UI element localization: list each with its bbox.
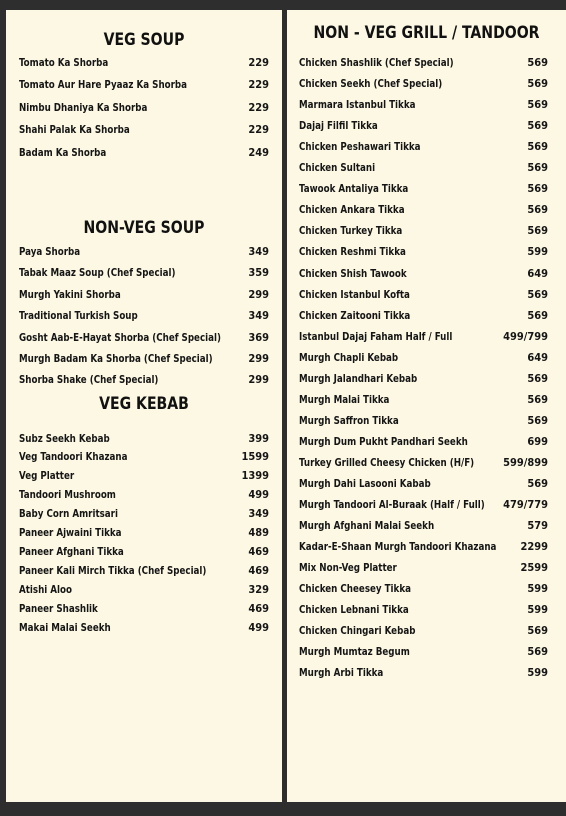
menu-item	[287, 224, 566, 242]
menu-item	[287, 372, 566, 390]
menu-item	[287, 540, 566, 558]
menu-item	[287, 393, 566, 411]
menu-item-price: 349	[248, 507, 269, 521]
section-title-non-veg-soup: NON-VEG SOUP	[83, 218, 205, 238]
menu-item-price: 229	[248, 100, 269, 114]
menu-item	[6, 621, 282, 639]
menu-item	[6, 450, 282, 468]
menu-item	[6, 488, 282, 506]
menu-item-price: 569	[527, 287, 548, 301]
menu-item-price: 699	[527, 434, 548, 448]
menu-item-name: Chicken Sultani	[299, 161, 376, 175]
menu-item	[287, 624, 566, 642]
menu-item-name: Paya Shorba	[19, 245, 81, 258]
menu-item-name: Murgh Tandoori Al-Buraak (Half / Full)	[299, 498, 485, 512]
menu-item-price: 569	[527, 161, 548, 175]
menu-item-name: Paneer Kali Mirch Tikka (Chef Special)	[19, 563, 207, 577]
menu-item	[6, 469, 282, 487]
menu-item-name: Chicken Shashlik (Chef Special)	[299, 56, 454, 69]
menu-item-price: 569	[527, 182, 548, 196]
menu-item	[287, 561, 566, 579]
menu-item-name: Chicken Ankara Tikka	[299, 203, 405, 217]
menu-item-name: Makai Malai Seekh	[19, 620, 111, 634]
menu-item	[287, 56, 566, 74]
menu-item-price: 569	[527, 203, 548, 217]
menu-item	[6, 432, 282, 450]
menu-item-price: 469	[248, 601, 269, 615]
menu-item	[6, 288, 282, 306]
menu-item-price: 569	[527, 624, 548, 638]
menu-item-name: Chicken Istanbul Kofta	[299, 287, 410, 301]
menu-item-price: 569	[527, 224, 548, 238]
menu-item	[287, 267, 566, 285]
menu-item-price: 569	[527, 413, 548, 427]
menu-item	[287, 603, 566, 621]
menu-item-name: Veg Platter	[19, 469, 75, 483]
menu-item-price: 299	[248, 287, 269, 301]
menu-item-name: Murgh Yakini Shorba	[19, 287, 121, 301]
menu-item-price: 649	[527, 350, 548, 364]
left-menu-column	[6, 10, 282, 802]
menu-item-name: Paneer Shashlik	[19, 601, 98, 615]
menu-item-name: Istanbul Dajaj Faham Half / Full	[299, 329, 453, 343]
menu-item	[287, 456, 566, 474]
menu-item	[287, 477, 566, 495]
menu-item	[6, 245, 282, 263]
menu-item-name: Chicken Lebnani Tikka	[299, 603, 409, 617]
menu-item-name: Nimbu Dhaniya Ka Shorba	[19, 100, 148, 114]
menu-item-price: 599	[527, 666, 548, 680]
menu-item-name: Atishi Aloo	[19, 582, 72, 596]
menu-item-price: 229	[248, 78, 269, 91]
menu-item-price: 349	[248, 245, 269, 258]
menu-item-name: Baby Corn Amritsari	[19, 507, 118, 521]
menu-item-price: 649	[527, 266, 548, 280]
menu-item	[6, 331, 282, 349]
menu-item-name: Traditional Turkish Soup	[19, 309, 138, 323]
menu-item-price: 579	[527, 519, 548, 533]
menu-item-price: 359	[248, 266, 269, 280]
menu-item-price: 299	[248, 373, 269, 387]
menu-item-name: Murgh Saffron Tikka	[299, 413, 399, 427]
menu-item	[287, 309, 566, 327]
menu-item	[287, 288, 566, 306]
menu-item-name: Chicken Reshmi Tikka	[299, 245, 406, 259]
menu-item-price: 499	[248, 488, 269, 502]
menu-item-name: Paneer Afghani Tikka	[19, 544, 124, 558]
menu-item	[287, 435, 566, 453]
menu-item	[287, 245, 566, 263]
menu-item-name: Tomato Aur Hare Pyaaz Ka Shorba	[19, 78, 188, 91]
menu-item	[6, 545, 282, 563]
menu-item-price: 599	[527, 603, 548, 617]
menu-item-price: 299	[248, 352, 269, 365]
menu-item	[287, 351, 566, 369]
menu-item-name: Tabak Maaz Soup (Chef Special)	[19, 266, 176, 280]
menu-item-name: Chicken Seekh (Chef Special)	[299, 77, 443, 91]
menu-item-name: Gosht Aab-E-Hayat Shorba (Chef Special)	[19, 330, 221, 344]
menu-item	[6, 56, 282, 74]
menu-item-price: 479/779	[503, 498, 548, 512]
menu-item	[6, 352, 282, 370]
menu-item-price: 369	[248, 330, 269, 344]
menu-item	[287, 582, 566, 600]
menu-item-name: Turkey Grilled Cheesy Chicken (H/F)	[299, 455, 475, 469]
menu-item	[287, 666, 566, 684]
menu-item-name: Chicken Zaitooni Tikka	[299, 308, 411, 322]
menu-item-price: 2599	[520, 561, 548, 575]
menu-item-name: Murgh Arbi Tikka	[299, 666, 384, 680]
menu-item	[287, 161, 566, 179]
menu-item-name: Chicken Shish Tawook	[299, 266, 407, 280]
right-menu-column	[287, 10, 566, 802]
menu-item-name: Kadar-E-Shaan Murgh Tandoori Khazana	[299, 540, 497, 554]
menu-item-name: Shahi Palak Ka Shorba	[19, 123, 130, 136]
menu-item-price: 569	[527, 140, 548, 154]
menu-item-price: 399	[248, 431, 269, 445]
menu-item-name: Tomato Ka Shorba	[19, 55, 109, 69]
menu-item-price: 2299	[520, 540, 548, 554]
menu-item-name: Subz Seekh Kebab	[19, 431, 110, 445]
menu-item-price: 569	[527, 392, 548, 406]
menu-item	[6, 101, 282, 119]
menu-item-name: Badam Ka Shorba	[19, 145, 107, 159]
menu-item-name: Chicken Turkey Tikka	[299, 224, 403, 238]
menu-item-price: 1599	[241, 450, 269, 464]
menu-item-name: Murgh Chapli Kebab	[299, 350, 399, 364]
menu-item	[6, 564, 282, 582]
menu-item-price: 599	[527, 245, 548, 259]
menu-item	[6, 373, 282, 391]
menu-item	[287, 645, 566, 663]
menu-item-price: 469	[248, 544, 269, 558]
menu-item-name: Murgh Jalandhari Kebab	[299, 371, 418, 385]
menu-item-price: 569	[527, 98, 548, 112]
section-title-veg-kebab: VEG KEBAB	[99, 394, 189, 414]
menu-item	[287, 77, 566, 95]
menu-item	[6, 602, 282, 620]
menu-item-name: Murgh Malai Tikka	[299, 392, 390, 406]
menu-item	[6, 526, 282, 544]
menu-item	[287, 519, 566, 537]
menu-item	[6, 123, 282, 141]
menu-item	[6, 266, 282, 284]
menu-item	[6, 78, 282, 96]
menu-item-name: Marmara Istanbul Tikka	[299, 98, 416, 112]
menu-item-name: Chicken Cheesey Tikka	[299, 582, 411, 596]
menu-item	[287, 498, 566, 516]
menu-item-price: 569	[527, 308, 548, 322]
menu-item-price: 249	[248, 145, 269, 159]
menu-item	[287, 182, 566, 200]
menu-item-name: Mix Non-Veg Platter	[299, 561, 397, 575]
menu-item-price: 349	[248, 309, 269, 323]
menu-item-name: Shorba Shake (Chef Special)	[19, 373, 159, 387]
menu-item-price: 569	[527, 645, 548, 659]
section-title-veg-soup: VEG SOUP	[103, 30, 185, 50]
menu-item-price: 569	[527, 477, 548, 490]
menu-item-price: 229	[248, 55, 269, 69]
menu-item-name: Tawook Antaliya Tikka	[299, 182, 409, 196]
menu-item-price: 329	[248, 582, 269, 596]
menu-item	[287, 414, 566, 432]
menu-item-name: Murgh Badam Ka Shorba (Chef Special)	[19, 352, 213, 365]
menu-item	[287, 330, 566, 348]
menu-item-price: 569	[527, 56, 548, 69]
section-title-non-veg-grill-tandoor: NON - VEG GRILL / TANDOOR	[313, 23, 540, 43]
menu-item	[287, 203, 566, 221]
menu-item-name: Murgh Afghani Malai Seekh	[299, 519, 435, 533]
menu-item-price: 229	[248, 123, 269, 136]
menu-item-price: 569	[527, 119, 548, 133]
menu-item-name: Chicken Chingari Kebab	[299, 624, 416, 638]
menu-item	[6, 583, 282, 601]
menu-item-price: 569	[527, 371, 548, 385]
menu-item-price: 569	[527, 77, 548, 91]
menu-item-name: Chicken Peshawari Tikka	[299, 140, 421, 154]
menu-item	[287, 98, 566, 116]
menu-item-price: 1399	[241, 469, 269, 483]
menu-item	[287, 119, 566, 137]
menu-item-name: Veg Tandoori Khazana	[19, 450, 128, 464]
menu-item	[287, 140, 566, 158]
menu-item-price: 469	[248, 563, 269, 577]
menu-item	[6, 309, 282, 327]
menu-item	[6, 507, 282, 525]
menu-item-name: Murgh Dum Pukht Pandhari Seekh	[299, 434, 468, 448]
menu-item-name: Paneer Ajwaini Tikka	[19, 526, 122, 539]
menu-item-name: Murgh Dahi Lasooni Kabab	[299, 477, 431, 490]
menu-item-price: 499/799	[503, 329, 548, 343]
menu-item-price: 599	[527, 582, 548, 596]
menu-item-price: 599/899	[503, 455, 548, 469]
menu-item-price: 499	[248, 620, 269, 634]
menu-item-name: Dajaj Filfil Tikka	[299, 119, 378, 133]
menu-item	[6, 146, 282, 164]
menu-item-price: 489	[248, 526, 269, 539]
menu-item-name: Murgh Mumtaz Begum	[299, 645, 410, 659]
menu-item-name: Tandoori Mushroom	[19, 488, 116, 502]
